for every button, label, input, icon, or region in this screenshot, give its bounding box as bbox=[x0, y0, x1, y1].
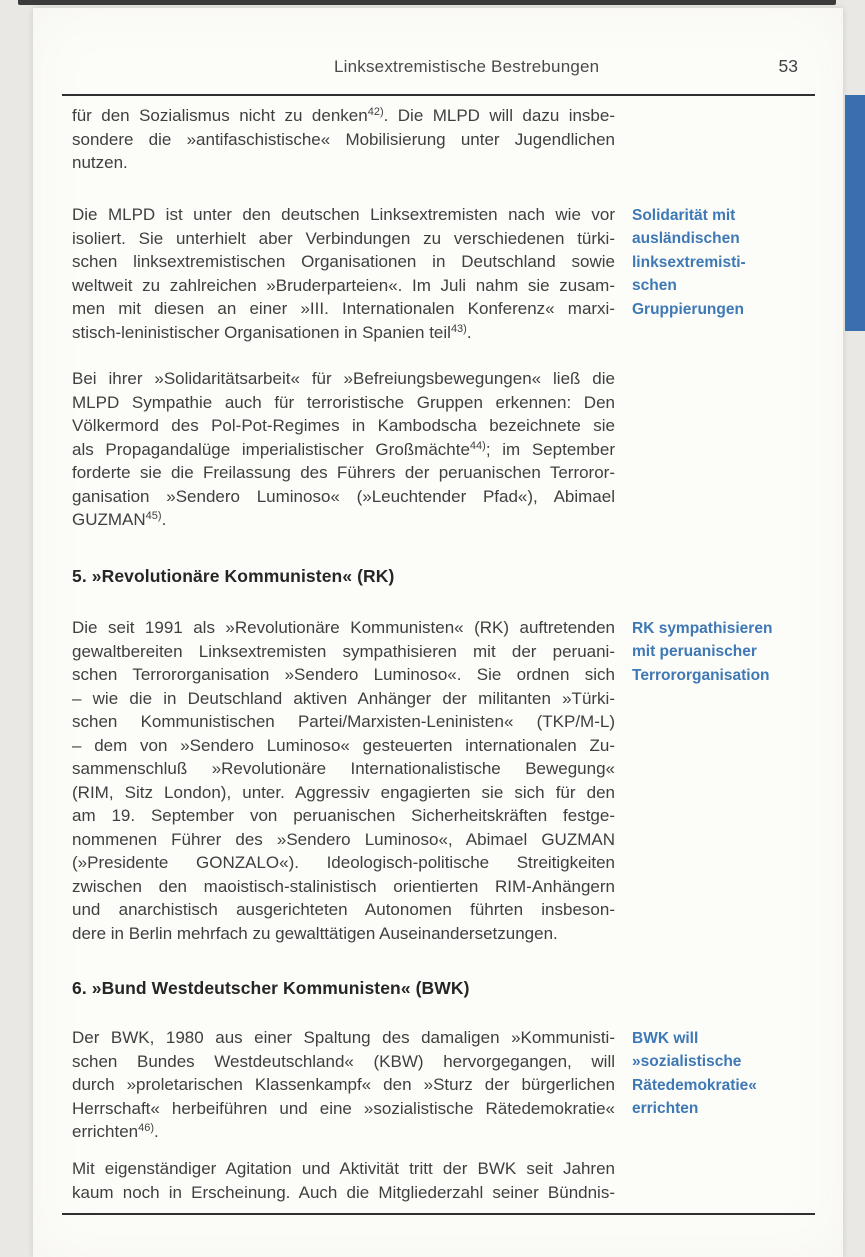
paragraph-text-column bbox=[72, 203, 615, 344]
paragraph-text-column bbox=[72, 104, 615, 175]
margin-note-line: Terrororganisation bbox=[632, 666, 770, 684]
body-line: forderte sie die Freilassung des Führers der peruanischen Terroror- bbox=[72, 463, 615, 482]
body-line: sammenschluß »Revolutionäre Internationalistische Bewegung« bbox=[72, 759, 615, 778]
body-paragraph bbox=[72, 1157, 815, 1204]
body-line: Der BWK, 1980 aus einer Spaltung des damaligen »Kommunisti- bbox=[72, 1028, 615, 1047]
body-line: men mit diesen an einer »III. Internationalen Konferenz« marxi- bbox=[72, 299, 615, 318]
body-line: für den Sozialismus nicht zu denken$^{42)}$. Die MLPD will dazu insbe- bbox=[72, 106, 616, 125]
body-line: schen Terrororganisation »Sendero Luminoso«. Sie ordnen sich bbox=[72, 665, 615, 684]
body-line: – dem von »Sendero Luminoso« gesteuerten internationalen Zu- bbox=[72, 735, 615, 755]
body-line: MLPD Sympathie auch für terroristische Gruppen erkennen: Den bbox=[72, 392, 615, 412]
body-paragraph bbox=[72, 367, 815, 532]
body-line: GUZMAN$^{45)}$. bbox=[72, 510, 167, 529]
footnote-marker: 46) bbox=[138, 1122, 155, 1134]
footer-rule bbox=[62, 1213, 815, 1215]
body-line: kaum noch in Erscheinung. Auch die Mitgliederzahl seiner Bündnis- bbox=[72, 1182, 615, 1202]
margin-note-line: Rätedemokratie« bbox=[632, 1076, 757, 1094]
margin-note-line: Solidarität mit bbox=[632, 207, 736, 224]
paragraph-text-column bbox=[72, 1157, 615, 1204]
margin-note-line: RK sympathisieren bbox=[632, 620, 773, 637]
paragraph-text-column bbox=[72, 1026, 615, 1144]
section-heading bbox=[72, 566, 815, 587]
body-line: Die MLPD ist unter den deutschen Linksextremisten nach wie vor bbox=[72, 205, 615, 224]
body-paragraph bbox=[72, 1026, 815, 1144]
body-line: Bei ihrer »Solidaritätsarbeit« für »Befreiungsbewegungen« ließ die bbox=[72, 369, 615, 388]
body-line: am 19. September von peruanischen Sicherheitskräften festge- bbox=[72, 806, 615, 825]
body-line: (RIM, Sitz London), unter. Aggressiv engagierten sie sich für den bbox=[72, 782, 615, 802]
header-rule bbox=[62, 94, 815, 96]
body-line: – wie die in Deutschland aktiven Anhänger der militanten »Türki- bbox=[72, 688, 615, 708]
margin-note bbox=[632, 1027, 815, 1121]
body-line: stisch-leninistischer Organisationen in Spanien teil$^{43)}$. bbox=[72, 322, 472, 342]
body-line: gewaltbereiten Linksextremisten sympathisieren mit der peruani- bbox=[72, 641, 615, 661]
section-thumb-tab bbox=[845, 95, 865, 331]
body-line: Mit eigenständiger Agitation und Aktivität tritt der BWK seit Jahren bbox=[72, 1159, 615, 1178]
body-paragraph bbox=[72, 104, 815, 175]
footnote-marker: 45) bbox=[145, 510, 162, 522]
scan-edge-strip bbox=[18, 0, 836, 5]
footnote-marker: 42) bbox=[367, 106, 384, 118]
body-line: nommenen Führer des »Sendero Luminoso«, Abimael GUZMAN bbox=[72, 829, 615, 849]
body-line: als Propagandalüge imperialistischer Großmächte$^{44)}$; im September bbox=[72, 439, 616, 459]
section-heading bbox=[72, 978, 815, 999]
margin-note-line: schen bbox=[632, 277, 677, 295]
body-line: (»Presidente GONZALO«). Ideologisch-politische Streitigkeiten bbox=[72, 853, 615, 872]
paragraph-text-column bbox=[72, 367, 615, 532]
body-line: schen Bundes Westdeutschland« (KBW) hervorgegangen, will bbox=[72, 1051, 615, 1071]
footnote-marker: 44) bbox=[469, 439, 486, 452]
running-header-title: Linksextremistische Bestrebungen bbox=[334, 57, 600, 76]
body-line: errichten$^{46)}$. bbox=[72, 1122, 159, 1141]
body-line: durch »proletarischen Klassenkampf« den »Sturz der bürgerlichen bbox=[72, 1075, 615, 1094]
section-heading-text: 5. »Revolutionäre Kommunisten« (RK) bbox=[72, 566, 395, 586]
margin-note-line: mit peruanischer bbox=[632, 643, 757, 661]
body-paragraph bbox=[72, 203, 815, 344]
margin-note-line: BWK will bbox=[632, 1030, 699, 1047]
body-line: nutzen. bbox=[72, 153, 128, 172]
margin-note-line: linksextremisti- bbox=[632, 253, 746, 271]
body-line: sondere die »antifaschistische« Mobilisierung unter Jugendlichen bbox=[72, 129, 615, 149]
body-paragraph bbox=[72, 616, 815, 945]
footnote-marker: 43) bbox=[450, 322, 467, 335]
section-heading-text: 6. »Bund Westdeutscher Kommunisten« (BWK) bbox=[72, 978, 470, 998]
margin-note bbox=[632, 617, 815, 687]
margin-note bbox=[632, 204, 815, 321]
body-line: ganisation »Sendero Luminoso« (»Leuchtender Pfad«), Abimael bbox=[72, 486, 615, 506]
margin-note-line: »sozialistische bbox=[632, 1053, 742, 1071]
margin-note-line: errichten bbox=[632, 1100, 699, 1118]
body-line: schen linksextremistischen Organisationen in Deutschland sowie bbox=[72, 252, 615, 271]
body-line: Völkermord des Pol-Pot-Regimes in Kambodscha bezeichnete sie bbox=[72, 416, 615, 435]
body-line: dere in Berlin mehrfach zu gewalttätigen Auseinandersetzungen. bbox=[72, 923, 558, 943]
body-line: schen Kommunistischen Partei/Marxisten-Leninisten« (TKP/M-L) bbox=[72, 712, 615, 731]
margin-note-line: Gruppierungen bbox=[632, 300, 744, 318]
body-line: Die seit 1991 als »Revolutionäre Kommunisten« (RK) auftretenden bbox=[72, 618, 615, 637]
margin-note-line: ausländischen bbox=[632, 230, 740, 248]
body-line: weltweit zu zahlreichen »Bruderparteien«. Im Juli nahm sie zusam- bbox=[72, 275, 615, 295]
body-line: Herrschaft« herbeiführen und eine »sozialistische Rätedemokratie« bbox=[72, 1098, 615, 1118]
body-line: und anarchistisch ausgerichteten Autonomen führten insbeson- bbox=[72, 900, 615, 919]
body-line: isoliert. Sie unterhielt aber Verbindungen zu verschiedenen türki- bbox=[72, 228, 615, 248]
body-line: zwischen den maoistisch-stalinistisch orientierten RIM-Anhängern bbox=[72, 876, 615, 896]
paragraph-text-column bbox=[72, 616, 615, 945]
page-number: 53 bbox=[778, 56, 798, 76]
